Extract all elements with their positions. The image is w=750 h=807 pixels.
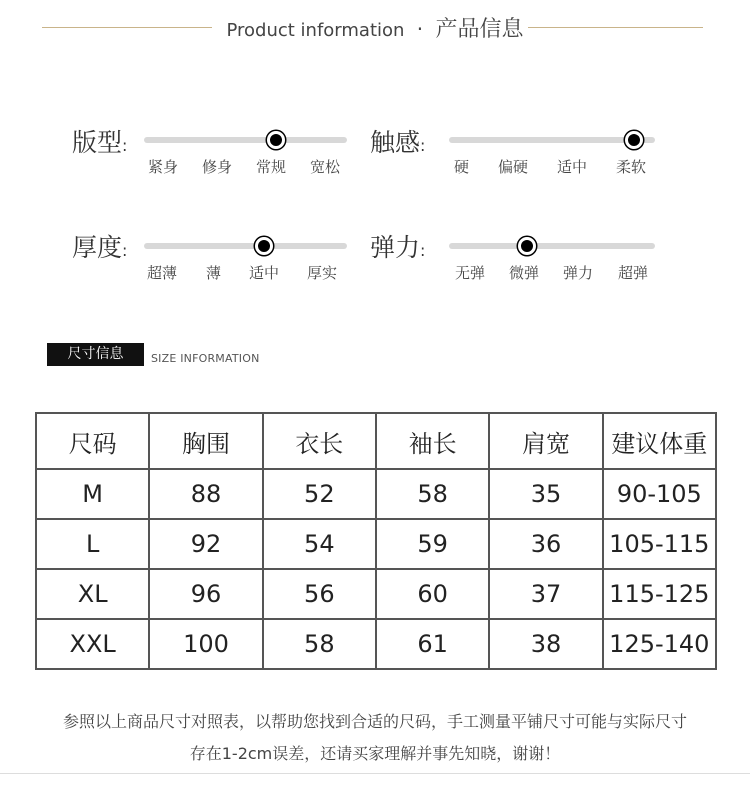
title-en: Product information [226,20,405,41]
header-cell: 尺码 [36,413,149,469]
table-cell: M [36,469,149,519]
slider-knob [518,237,536,255]
table-cell: 60 [376,569,489,619]
slider-option: 弹力 [563,264,594,282]
slider-option: 紧身 [148,158,179,176]
slider-option: 适中 [557,158,588,176]
table-cell: 92 [149,519,262,569]
slider-label: 厚度: [72,233,128,262]
table-cell: 36 [489,519,602,569]
size-table [35,412,717,670]
table-cell: 35 [489,469,602,519]
slider-option: 硬 [454,158,470,176]
slider-option: 薄 [206,264,222,282]
header-cell: 肩宽 [489,413,602,469]
table-cell: XL [36,569,149,619]
header-cell: 袖长 [376,413,489,469]
table-cell: 88 [149,469,262,519]
slider-option: 超薄 [147,264,178,282]
slider-label: 弹力: [370,233,426,262]
table-header-row [36,413,716,469]
table-cell: 90-105 [603,469,716,519]
size-info-tag: 尺寸信息 [47,343,144,366]
slider-option: 常规 [256,158,287,176]
slider-option: 宽松 [310,158,341,176]
table-cell: 96 [149,569,262,619]
slider-option: 柔软 [616,158,647,176]
slider-knob [625,131,643,149]
table-cell: 115-125 [603,569,716,619]
header-cell: 衣长 [263,413,376,469]
table-row [36,519,716,569]
note-line-1: 参照以上商品尺寸对照表，以帮助您找到合适的尺码，手工测量平铺尺寸可能与实际尺寸 [62,712,687,731]
table-cell: 37 [489,569,602,619]
table-cell: 38 [489,619,602,669]
slider-track [144,243,347,249]
header-cell: 胸围 [149,413,262,469]
table-cell: 61 [376,619,489,669]
table-cell: 59 [376,519,489,569]
table-row [36,619,716,669]
slider-knob [267,131,285,149]
slider-option: 无弹 [455,264,486,282]
header-cell: 建议体重 [603,413,716,469]
table-cell: 56 [263,569,376,619]
table-row [36,569,716,619]
slider-option: 超弹 [618,264,649,282]
title-zh: 产品信息 [435,17,524,42]
table-cell: 105-115 [603,519,716,569]
slider-label: 触感: [370,128,426,157]
slider-track [449,137,655,143]
table-cell: 52 [263,469,376,519]
table-cell: 58 [376,469,489,519]
note-line-2: 存在1-2cm误差，还请买家理解并事先知晓，谢谢！ [189,744,561,763]
table-cell: L [36,519,149,569]
table-row [36,469,716,519]
slider-knob [255,237,273,255]
slider-option: 修身 [202,158,233,176]
table-cell: 100 [149,619,262,669]
table-cell: 125-140 [603,619,716,669]
slider-option: 厚实 [307,264,338,282]
slider-label: 版型: [72,128,128,157]
table-cell: 54 [263,519,376,569]
slider-option: 适中 [249,264,280,282]
table-cell: XXL [36,619,149,669]
slider-track [144,137,347,143]
title-separator: · [416,17,424,41]
page-title [0,12,750,43]
table-cell: 58 [263,619,376,669]
slider-option: 偏硬 [498,158,529,176]
slider-track [449,243,655,249]
bottom-divider [0,773,750,774]
size-info-subtitle: SIZE INFORMATION [151,352,260,365]
slider-option: 微弹 [509,264,540,282]
